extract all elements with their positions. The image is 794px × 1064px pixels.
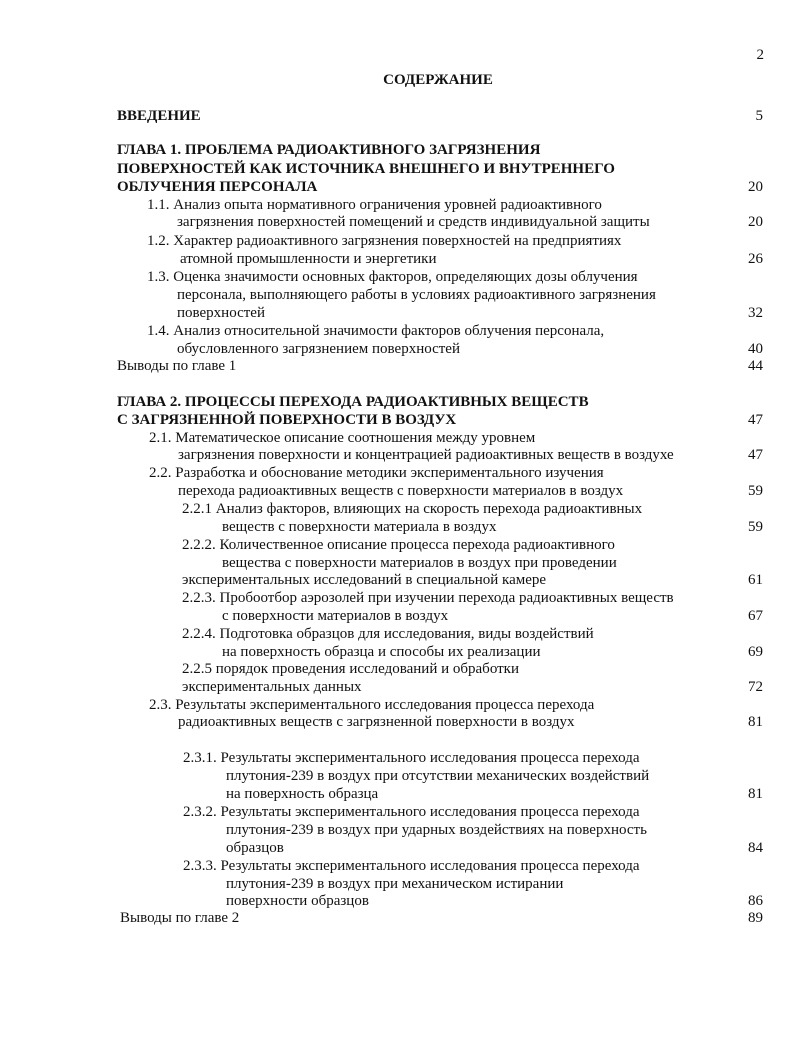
page-number: 2 — [756, 47, 764, 63]
entry-text: радиоактивных веществ с загрязненной поверхности в воздух — [178, 714, 575, 730]
entry-text: 2.3.1. Результаты экспериментального исследования процесса перехода — [183, 750, 640, 766]
entry-page: 86 — [748, 893, 763, 909]
entry-text: плутония-239 в воздух при ударных воздействиях на поверхность — [226, 822, 647, 838]
chapter-heading: С ЗАГРЯЗНЕННОЙ ПОВЕРХНОСТИ В ВОЗДУХ — [117, 412, 457, 428]
entry-page: 61 — [748, 572, 763, 588]
entry-text: вещества с поверхности материалов в воздух при проведении — [222, 555, 617, 571]
entry-page: 47 — [748, 412, 763, 428]
entry-text: экспериментальных данных — [182, 679, 362, 695]
entry-page: 20 — [748, 214, 763, 230]
chapter-heading: ПОВЕРХНОСТЕЙ КАК ИСТОЧНИКА ВНЕШНЕГО И ВНУТРЕННЕГО — [117, 161, 615, 177]
entry-page: 81 — [748, 714, 763, 730]
entry-text: 2.2. Разработка и обоснование методики экспериментального изучения — [149, 465, 604, 481]
entry-text: обусловленного загрязнением поверхностей — [177, 341, 460, 357]
entry-text: 2.3.2. Результаты экспериментального исследования процесса перехода — [183, 804, 640, 820]
entry-text: 2.3. Результаты экспериментального исследования процесса перехода — [149, 697, 595, 713]
entry-page: 59 — [748, 519, 763, 535]
entry-page: 40 — [748, 341, 763, 357]
entry-text: образцов — [226, 840, 284, 856]
chapter-heading: ОБЛУЧЕНИЯ ПЕРСОНАЛА — [117, 179, 318, 195]
entry-page: 69 — [748, 644, 763, 660]
entry-page: 32 — [748, 305, 763, 321]
entry-text: персонала, выполняющего работы в условиях радиоактивного загрязнения — [177, 287, 656, 303]
entry-text: 2.2.1 Анализ факторов, влияющих на скорость перехода радиоактивных — [182, 501, 643, 517]
entry-text: экспериментальных исследований в специальной камере — [182, 572, 547, 588]
entry-text: на поверхность образца и способы их реализации — [222, 644, 541, 660]
entry-page: 44 — [748, 358, 763, 374]
entry-text: 2.2.5 порядок проведения исследований и обработки — [182, 661, 519, 677]
entry-page: 81 — [748, 786, 763, 802]
entry-text: 1.1. Анализ опыта нормативного ограничения уровней радиоактивного — [147, 197, 602, 213]
entry-text: 2.2.4. Подготовка образцов для исследования, виды воздействий — [182, 626, 594, 642]
entry-page: 59 — [748, 483, 763, 499]
entry-page: 84 — [748, 840, 763, 856]
entry-text: 2.3.3. Результаты экспериментального исследования процесса перехода — [183, 858, 640, 874]
entry-text: плутония-239 в воздух при механическом истирании — [226, 876, 564, 892]
entry-text: поверхности образцов — [226, 893, 369, 909]
entry-text: загрязнения поверхностей помещений и средств индивидуальной защиты — [177, 214, 650, 230]
entry-text: ВВЕДЕНИЕ — [117, 108, 201, 124]
entry-page: 67 — [748, 608, 763, 624]
entry-text: атомной промышленности и энергетики — [180, 251, 437, 267]
chapter-heading: ГЛАВА 2. ПРОЦЕССЫ ПЕРЕХОДА РАДИОАКТИВНЫХ ВЕЩЕСТВ — [117, 394, 589, 410]
entry-text: загрязнения поверхности и концентрацией радиоактивных веществ в воздухе — [178, 447, 674, 463]
entry-page: 72 — [748, 679, 763, 695]
entry-text: 2.2.3. Пробоотбор аэрозолей при изучении перехода радиоактивных веществ — [182, 590, 674, 606]
entry-text: перехода радиоактивных веществ с поверхности материалов в воздух — [178, 483, 624, 499]
entry-text: на поверхность образца — [226, 786, 379, 802]
entry-text: 1.2. Характер радиоактивного загрязнения поверхностей на предприятиях — [147, 233, 622, 249]
toc-title: СОДЕРЖАНИЕ — [383, 72, 493, 88]
entry-text: поверхностей — [177, 305, 265, 321]
entry-text: плутония-239 в воздух при отсутствии механических воздействий — [226, 768, 650, 784]
entry-text: 1.4. Анализ относительной значимости факторов облучения персонала, — [147, 323, 605, 339]
entry-text: Выводы по главе 2 — [120, 910, 240, 926]
entry-page: 5 — [755, 108, 763, 124]
entry-page: 89 — [748, 910, 763, 926]
entry-text: с поверхности материалов в воздух — [222, 608, 449, 624]
chapter-heading: ГЛАВА 1. ПРОБЛЕМА РАДИОАКТИВНОГО ЗАГРЯЗНЕНИЯ — [117, 142, 541, 158]
entry-text: 2.2.2. Количественное описание процесса перехода радиоактивного — [182, 537, 615, 553]
entry-text: Выводы по главе 1 — [117, 358, 237, 374]
entry-text: 1.3. Оценка значимости основных факторов, определяющих дозы облучения — [147, 269, 638, 285]
entry-page: 47 — [748, 447, 763, 463]
entry-text: 2.1. Математическое описание соотношения между уровнем — [149, 430, 536, 446]
entry-page: 20 — [748, 179, 763, 195]
entry-page: 26 — [748, 251, 763, 267]
entry-text: веществ с поверхности материала в воздух — [222, 519, 497, 535]
